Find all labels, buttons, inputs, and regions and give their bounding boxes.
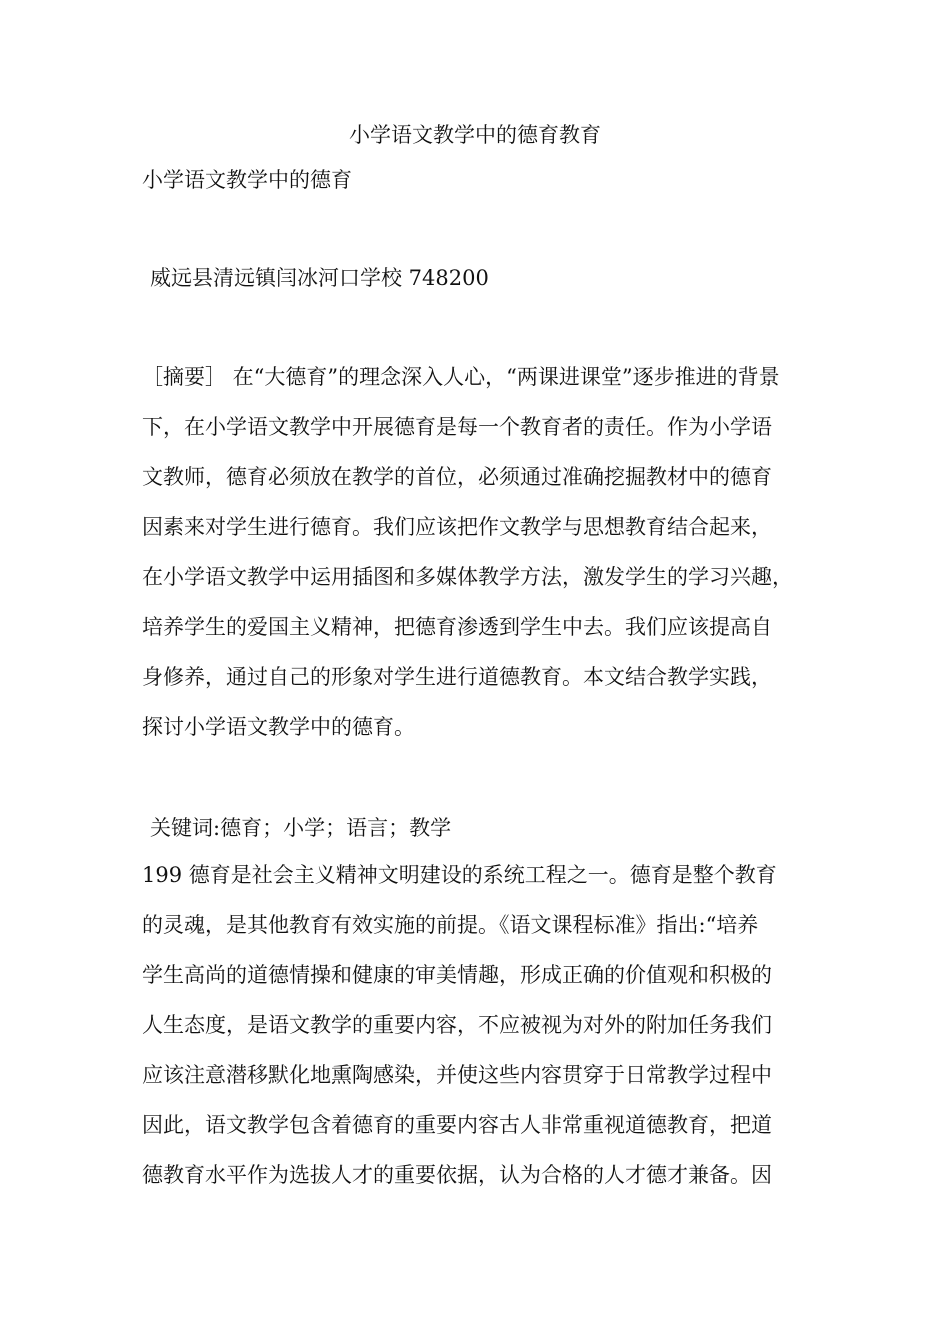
abstract-line: 因素来对学生进行德育。我们应该把作文教学与思想教育结合起来， (142, 515, 772, 539)
keywords-line: 关键词:德育；小学；语言；教学 (150, 816, 452, 840)
abstract-line: 下，在小学语文教学中开展德育是每一个教育者的责任。作为小学语 (142, 415, 772, 439)
abstract-paragraph (142, 362, 824, 762)
body-line: 人生态度，是语文教学的重要内容，不应被视为对外的附加任务我们 (142, 1013, 772, 1037)
abstract-line: 在小学语文教学中运用插图和多媒体教学方法，激发学生的学习兴趣， (142, 565, 793, 589)
document-subtitle: 小学语文教学中的德育 (142, 168, 352, 192)
body-line: 学生高尚的道德情操和健康的审美情趣，形成正确的价值观和积极的 (142, 963, 772, 987)
body-line: 德教育水平作为选拔人才的重要依据，认为合格的人才德才兼备。因 (142, 1163, 772, 1187)
abstract-line: 探讨小学语文教学中的德育。 (142, 715, 415, 739)
abstract-line: 身修养，通过自己的形象对学生进行道德教育。本文结合教学实践， (142, 665, 772, 689)
body-line: 199 德育是社会主义精神文明建设的系统工程之一。德育是整个教育 (142, 863, 777, 887)
school-address: 威远县清远镇闫冰河口学校 748200 (150, 266, 489, 290)
body-line: 应该注意潜移默化地熏陶感染，并使这些内容贯穿于日常教学过程中 (142, 1063, 772, 1087)
body-line: 的灵魂，是其他教育有效实施的前提。《语文课程标准》指出:“培养 (142, 913, 759, 937)
abstract-line: ［摘要］ 在“大德育”的理念深入人心，“两课进课堂”逐步推进的背景 (142, 365, 780, 389)
abstract-line: 文教师，德育必须放在教学的首位，必须通过准确挖掘教材中的德育 (142, 465, 772, 489)
document-title: 小学语文教学中的德育教育 (349, 123, 601, 147)
body-line: 因此，语文教学包含着德育的重要内容古人非常重视道德教育，把道 (142, 1113, 772, 1137)
abstract-line: 培养学生的爱国主义精神，把德育渗透到学生中去。我们应该提高自 (142, 615, 772, 639)
body-paragraph (142, 860, 824, 1210)
